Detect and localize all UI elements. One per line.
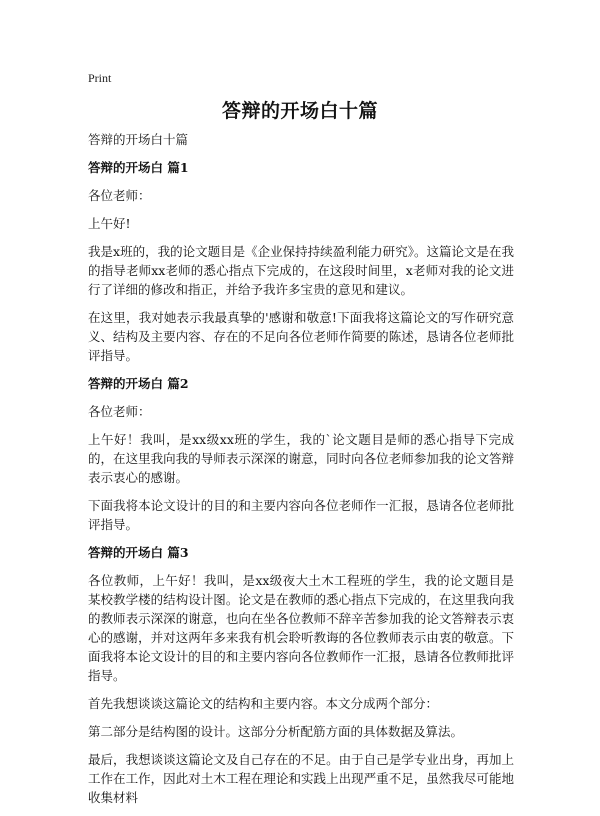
paragraph: 各位老师：	[88, 188, 151, 203]
section-heading: 答辩的开场白 篇3	[88, 545, 189, 560]
section-2	[88, 374, 514, 534]
paragraph: 下面我将本论文设计的目的和主要内容向各位老师作一汇报，恳请各位老师批评指导。	[88, 498, 514, 532]
section-3	[88, 543, 514, 807]
print-label: Print	[88, 71, 112, 85]
section-1	[88, 158, 514, 365]
paragraph: 首先我想谈谈这篇论文的结构和主要内容。本文分成两个部分：	[88, 696, 439, 711]
paragraph: 上午好!	[88, 216, 131, 231]
section-heading: 答辩的开场白 篇2	[88, 376, 189, 391]
intro-text: 答辩的开场白十篇	[88, 132, 189, 147]
paragraph: 第二部分是结构图的设计。这部分分析配筋方面的具体数据及算法。	[88, 724, 464, 739]
section-heading: 答辩的开场白 篇1	[88, 160, 189, 175]
paragraph: 在这里，我对她表示我最真挚的'感谢和敬意!下面我将这篇论文的写作研究意义、结构及主要内容、存在的不足向各位老师作简要的陈述，恳请各位老师批评指导。	[88, 310, 514, 363]
document-body	[88, 130, 514, 816]
paragraph: 最后，我想谈谈这篇论文及自己存在的不足。由于自己是学专业出身，再加上工作在工作，因此对土木工程在理论和实践上出现严重不足，虽然我尽可能地收集材料	[88, 752, 514, 805]
paragraph: 我是x班的，我的论文题目是《企业保持持续盈利能力研究》。这篇论文是在我的指导老师xx老师的悉心指点下完成的，在这段时间里，x老师对我的论文进行了详细的修改和指正，并给予我许多宝贵的意见和建议。	[88, 244, 514, 297]
document-title: 答辩的开场白十篇	[221, 100, 378, 122]
paragraph: 各位教师，上午好！我叫，是xx级夜大土木工程班的学生，我的论文题目是某校教学楼的结构设计图。论文是在教师的悉心指点下完成的，在这里我向我的教师表示深深的谢意，也向在坐各位教师不辞辛苦参加我的论文答辩表示衷心的感谢，并对这两年多来我有机会聆听教诲的各位教师表示由衷的敬意。下面我将本论文设计的目的和主要内容向各位教师作一汇报，恳请各位教师批评指导。	[88, 573, 514, 683]
paragraph: 各位老师：	[88, 404, 151, 419]
paragraph: 上午好！我叫，是xx级xx班的学生，我的`论文题目是师的悉心指导下完成的，在这里我向我的导师表示深深的谢意，同时向各位老师参加我的论文答辩表示衷心的感谢。	[88, 432, 514, 485]
